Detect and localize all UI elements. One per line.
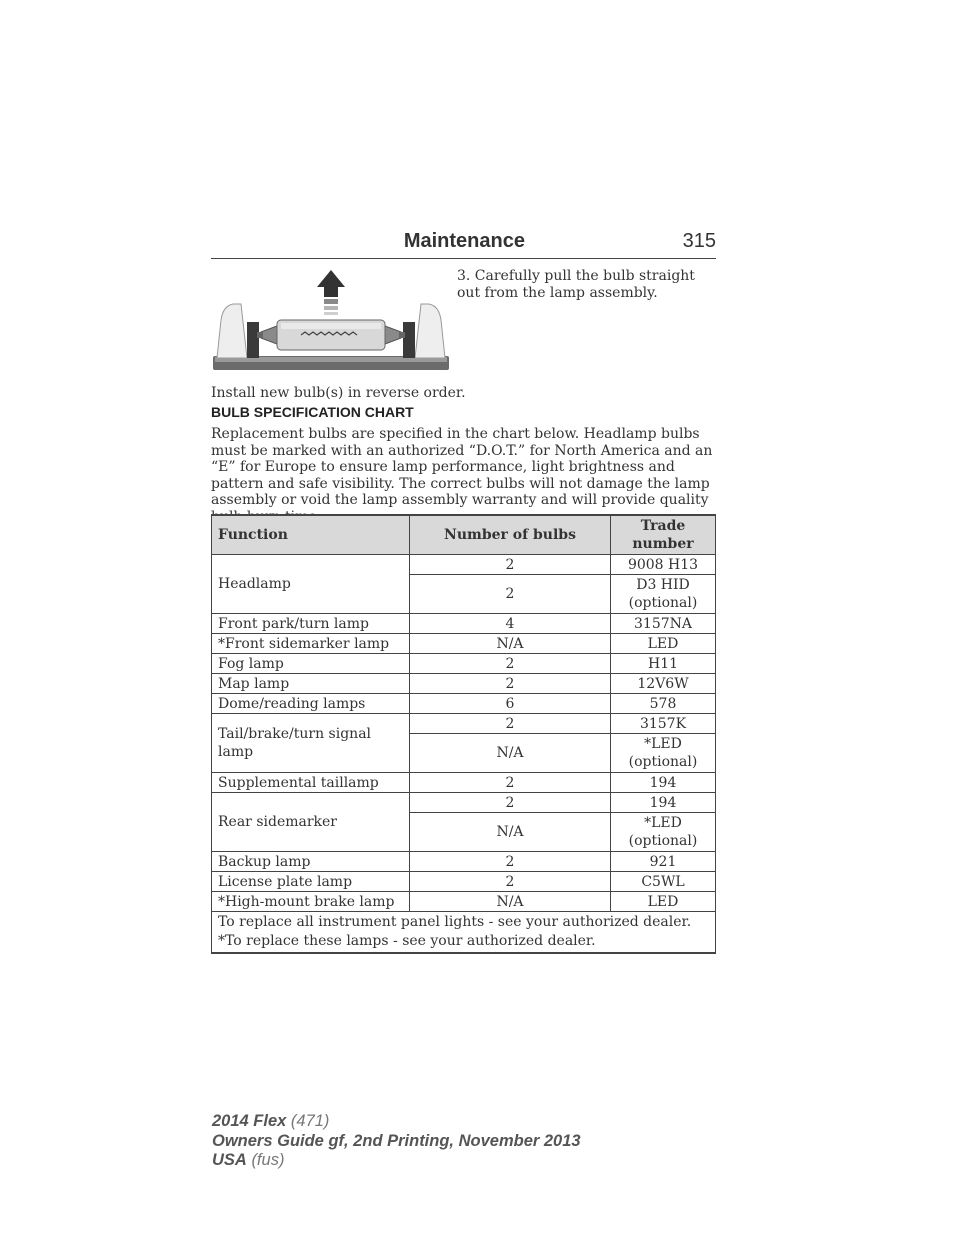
trade-cell: *LED (optional) (611, 734, 716, 773)
function-cell: Dome/reading lamps (212, 694, 410, 714)
footer-region-code: (fus) (251, 1151, 285, 1169)
table-row (212, 892, 716, 912)
bulbs-cell: 2 (410, 872, 611, 892)
bulbs-cell: 2 (410, 555, 611, 575)
trade-cell: D3 HID (optional) (611, 575, 716, 614)
section-title: Maintenance (403, 230, 525, 252)
intro-paragraph: Replacement bulbs are specified in the chart below. Headlamp bulbs must be marked with an authorized “D.O.T.” for North America and an “E” for Europe to ensure lamp performance, light brightness and pattern and safe visibility. The correct bulbs will not damage the lamp assembly or void the lamp assembly warranty and will provide quality (211, 426, 713, 509)
bulbs-cell: N/A (410, 734, 611, 773)
footer-model: 2014 Flex (212, 1112, 287, 1130)
page-footer (212, 1112, 581, 1171)
function-cell: *High-mount brake lamp (212, 892, 410, 912)
function-cell: Backup lamp (212, 852, 410, 872)
table-row (212, 773, 716, 793)
trade-cell: 194 (611, 793, 716, 813)
bulbs-cell: 2 (410, 714, 611, 734)
note-line: *To replace these lamps - see your authorized dealer. (218, 933, 596, 949)
bulbs-cell: 4 (410, 614, 611, 634)
function-cell: Supplemental taillamp (212, 773, 410, 793)
footer-line-model (212, 1112, 581, 1132)
section-heading: BULB SPECIFICATION CHART (211, 404, 414, 420)
table-row (212, 634, 716, 654)
table-row (212, 872, 716, 892)
bulb-removal-icon (211, 268, 451, 374)
trade-cell: 578 (611, 694, 716, 714)
trade-cell: LED (611, 634, 716, 654)
trade-cell: C5WL (611, 872, 716, 892)
table-row (212, 694, 716, 714)
bulbs-cell: 2 (410, 793, 611, 813)
function-cell: Map lamp (212, 674, 410, 694)
bulb-removal-illustration (211, 268, 451, 374)
header-bulbs: Number of bulbs (410, 515, 611, 555)
notes-cell (212, 912, 716, 954)
table-notes-row (212, 912, 716, 954)
header-trade: Trade number (611, 515, 716, 555)
table-header-row (212, 515, 716, 555)
function-cell: Fog lamp (212, 654, 410, 674)
bulb-spec-table (211, 514, 716, 954)
trade-cell: 12V6W (611, 674, 716, 694)
header-function: Function (212, 515, 410, 555)
bulbs-cell: 6 (410, 694, 611, 714)
footer-guide: Owners Guide gf, 2nd Printing, November 2013 (212, 1131, 581, 1150)
footer-region: USA (212, 1151, 247, 1169)
footer-line-region (212, 1151, 581, 1171)
footer-model-code: (471) (290, 1112, 330, 1130)
bulbs-cell: 2 (410, 575, 611, 614)
step-3-text: 3. Carefully pull the bulb straight out from the lamp assembly. (457, 268, 695, 301)
bulbs-cell: N/A (410, 634, 611, 654)
bulbs-cell: 2 (410, 852, 611, 872)
function-cell: Tail/brake/turn signal lamp (212, 714, 410, 773)
trade-cell: *LED (optional) (611, 813, 716, 852)
page-number: 315 (682, 230, 716, 252)
table-row (212, 654, 716, 674)
trade-cell: LED (611, 892, 716, 912)
bulbs-cell: 2 (410, 773, 611, 793)
trade-cell: 3157K (611, 714, 716, 734)
page-header (211, 228, 716, 259)
trade-cell: 194 (611, 773, 716, 793)
function-cell: Front park/turn lamp (212, 614, 410, 634)
table-row (212, 555, 716, 575)
table-row (212, 614, 716, 634)
trade-cell: 3157NA (611, 614, 716, 634)
install-text: Install new bulb(s) in reverse order. (211, 385, 466, 401)
function-cell: License plate lamp (212, 872, 410, 892)
table-row (212, 714, 716, 734)
bulbs-cell: N/A (410, 813, 611, 852)
trade-cell: 9008 H13 (611, 555, 716, 575)
bulbs-cell: 2 (410, 674, 611, 694)
table-row (212, 674, 716, 694)
table-row (212, 793, 716, 813)
table-row (212, 852, 716, 872)
trade-cell: 921 (611, 852, 716, 872)
footer-line-guide (212, 1132, 581, 1152)
function-cell: *Front sidemarker lamp (212, 634, 410, 654)
bulbs-cell: 2 (410, 654, 611, 674)
function-cell: Rear sidemarker (212, 793, 410, 852)
note-line: To replace all instrument panel lights - see your authorized dealer. (218, 914, 692, 930)
trade-cell: H11 (611, 654, 716, 674)
bulbs-cell: N/A (410, 892, 611, 912)
function-cell: Headlamp (212, 555, 410, 614)
